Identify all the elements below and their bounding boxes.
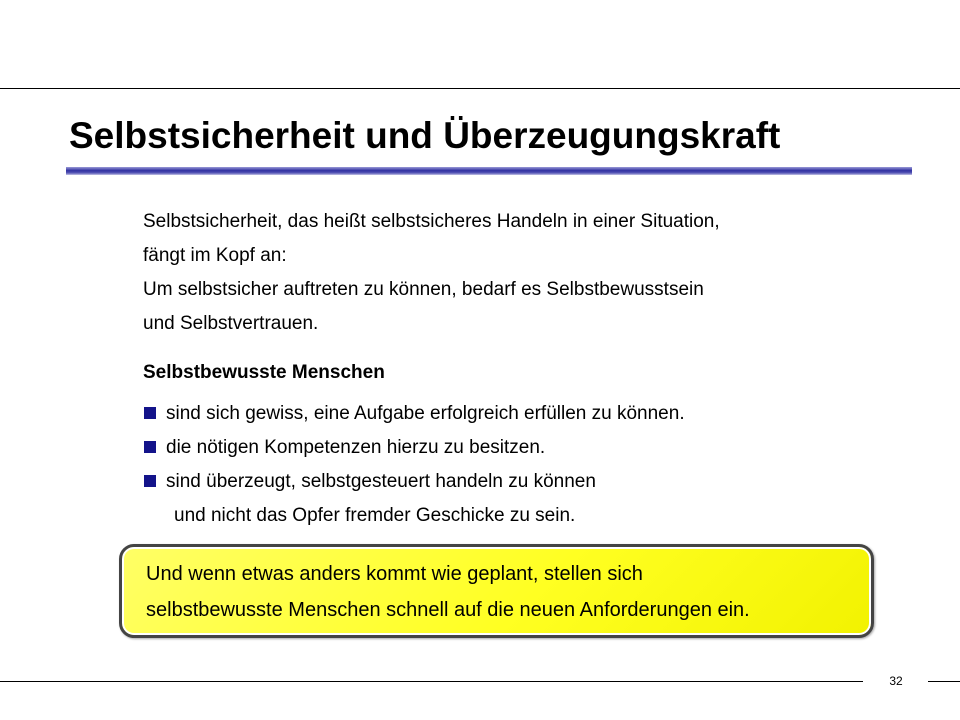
filled-square-icon <box>144 407 156 419</box>
callout-box <box>119 544 874 638</box>
intro-line: und Selbstvertrauen. <box>143 313 319 334</box>
title-underline <box>66 167 912 175</box>
footer-rule-left <box>0 681 863 682</box>
callout-line: selbstbewusste Menschen schnell auf die neuen Anforderungen ein. <box>146 599 750 621</box>
intro-text <box>143 205 868 341</box>
intro-line: Um selbstsicher auftreten zu können, bedarf es Selbstbewusstsein <box>143 279 704 300</box>
page-number: 32 <box>889 674 903 688</box>
intro-line: fängt im Kopf an: <box>143 245 287 266</box>
section-heading: Selbstbewusste Menschen <box>143 362 385 383</box>
slide-title: Selbstsicherheit und Überzeugungskraft <box>69 115 781 156</box>
bullet-item <box>143 397 863 431</box>
bullet-list <box>143 397 863 533</box>
bullet-item <box>143 465 863 533</box>
top-rule <box>0 88 960 89</box>
callout-line: Und wenn etwas anders kommt wie geplant, stellen sich <box>146 563 643 585</box>
filled-square-icon <box>144 475 156 487</box>
footer-rule-right <box>928 681 960 682</box>
intro-line: Selbstsicherheit, das heißt selbstsicheres Handeln in einer Situation, <box>143 211 720 232</box>
bullet-text: sind überzeugt, selbstgesteuert handeln zu können <box>166 471 596 492</box>
bullet-text: die nötigen Kompetenzen hierzu zu besitzen. <box>166 437 546 458</box>
filled-square-icon <box>144 441 156 453</box>
bullet-item <box>143 431 863 465</box>
bullet-text: sind sich gewiss, eine Aufgabe erfolgreich erfüllen zu können. <box>166 403 685 424</box>
bullet-continuation: und nicht das Opfer fremder Geschicke zu sein. <box>174 505 576 526</box>
callout-text <box>146 556 750 628</box>
